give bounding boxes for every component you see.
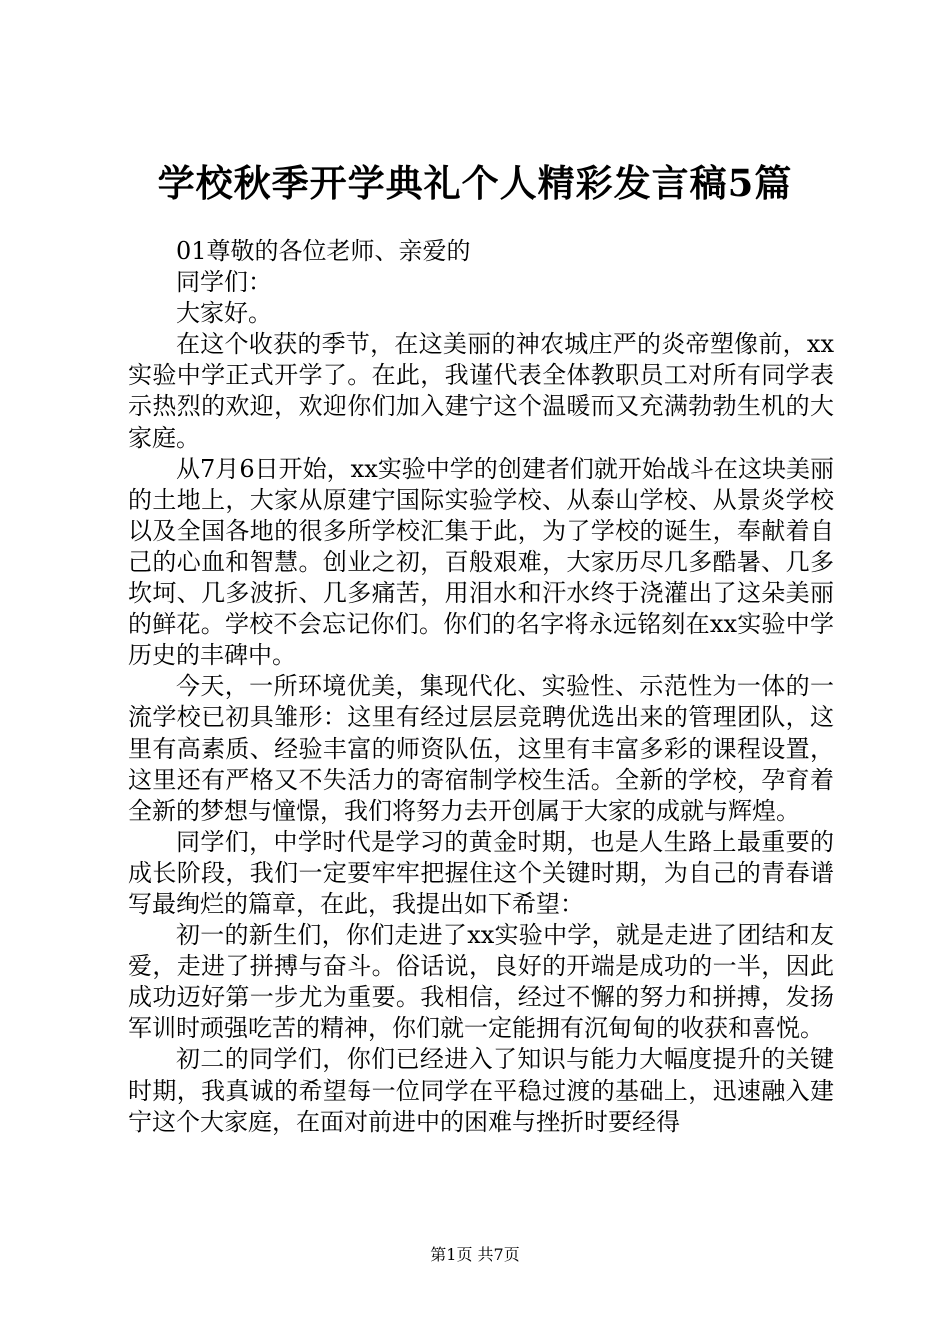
paragraph: 今天，一所环境优美，集现代化、实验性、示范性为一体的一流学校已初具雏形：这里有经过层层竞聘优选出来的管理团队，这里有高素质、经验丰富的师资队伍，这里有丰富多彩的课程设置，这里还有严格又不失活力的寄宿制学校生活。全新的学校，孕育着全新的梦想与憧憬，我们将努力去开创属于大家的成就与辉煌。 <box>128 672 834 825</box>
document-body <box>128 236 834 1138</box>
paragraph: 初一的新生们，你们走进了xx实验中学，就是走进了团结和友爱，走进了拼搏与奋斗。俗话说，良好的开端是成功的一半，因此成功迈好第一步尤为重要。我相信，经过不懈的努力和拼搏，发扬军训时顽强吃苦的精神，你们就一定能拥有沉甸甸的收获和喜悦。 <box>128 921 834 1043</box>
paragraph: 同学们： <box>176 268 272 297</box>
paragraph: 初二的同学们，你们已经进入了知识与能力大幅度提升的关键时期，我真诚的希望每一位同学在平稳过渡的基础上，迅速融入建宁这个大家庭，在面对前进中的困难与挫折时要经得 <box>128 1045 834 1136</box>
document-title: 学校秋季开学典礼个人精彩发言稿5篇 <box>157 161 793 205</box>
page-footer: 第1页 共7页 <box>430 1245 520 1264</box>
paragraph: 01尊敬的各位老师、亲爱的 <box>176 237 471 265</box>
paragraph: 从7月6日开始，xx实验中学的创建者们就开始战斗在这块美丽的土地上，大家从原建宁国际实验学校、从泰山学校、从景炎学校以及全国各地的很多所学校汇集于此，为了学校的诞生，奉献着自己的心血和智慧。创业之初，百般艰难，大家历尽几多酷暑、几多坎坷、几多波折、几多痛苦，用泪水和汗水终于浇灌出了这朵美丽的鲜花。学校不会忘记你们。你们的名字将永远铭刻在xx实验中学历史的丰碑中。 <box>128 454 834 670</box>
paragraph: 在这个收获的季节，在这美丽的神农城庄严的炎帝塑像前，xx实验中学正式开学了。在此，我谨代表全体教职员工对所有同学表示热烈的欢迎，欢迎你们加入建宁这个温暖而又充满勃勃生机的大家庭。 <box>128 330 834 452</box>
paragraph: 同学们，中学时代是学习的黄金时期，也是人生路上最重要的成长阶段，我们一定要牢牢把握住这个关键时期，为自己的青春谱写最绚烂的篇章，在此，我提出如下希望： <box>128 827 834 918</box>
paragraph: 大家好。 <box>176 299 272 328</box>
